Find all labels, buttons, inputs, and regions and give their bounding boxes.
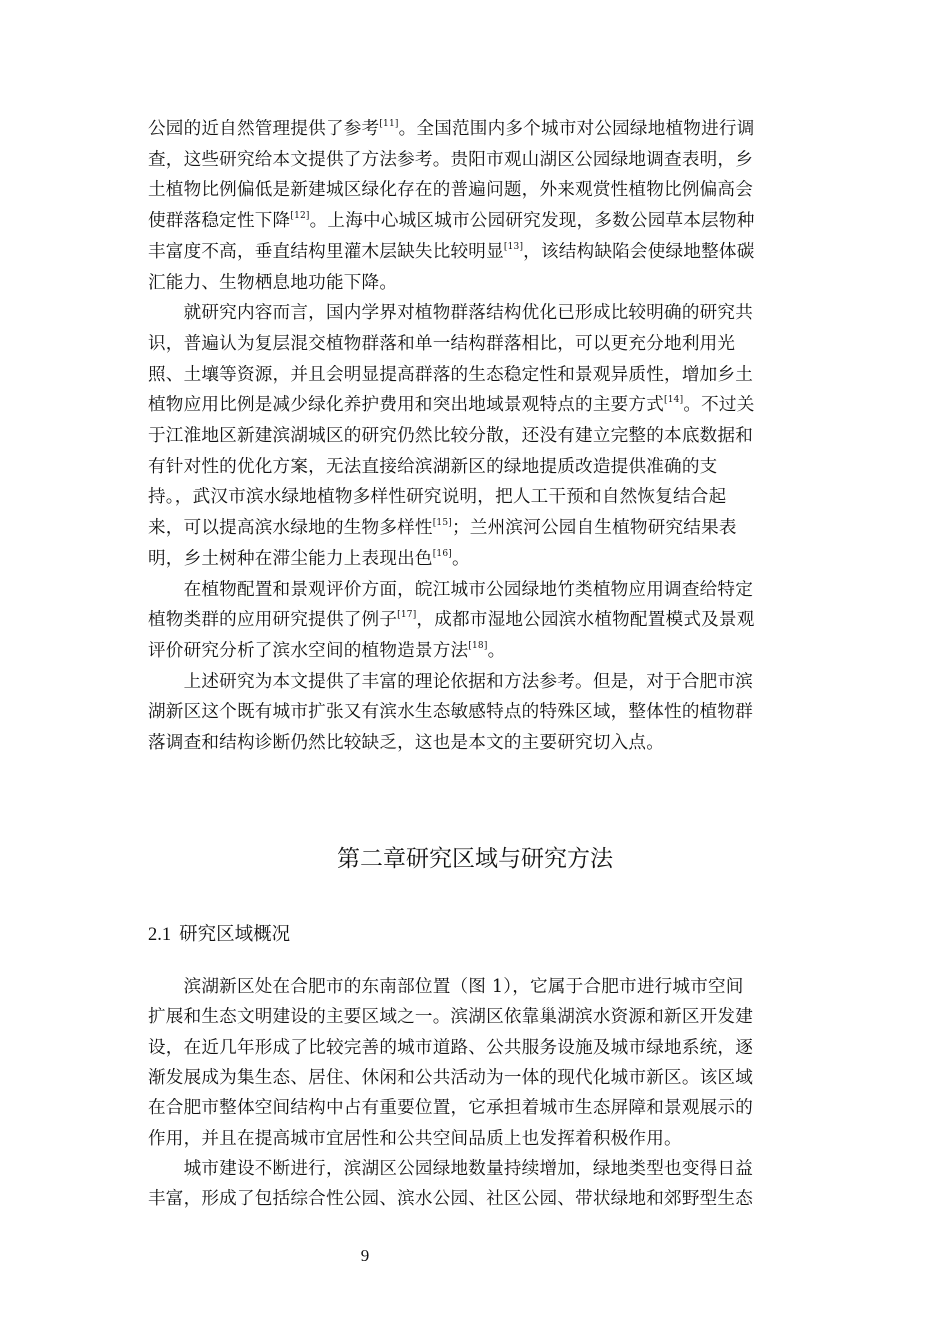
text-line xyxy=(148,671,800,692)
line-text: 在合肥市整体空间结构中占有重要位置，它承担着城市生态屏障和景观展示的 xyxy=(148,1098,753,1119)
citation-marker: [17] xyxy=(397,610,417,621)
text-line xyxy=(148,1128,800,1149)
page-number: 9 xyxy=(360,1246,370,1265)
citation-marker: [12] xyxy=(290,211,310,222)
line-text: 照、土壤等资源，并且会明显提高群落的生态稳定性和景观异质性，增加乡土 xyxy=(148,364,753,385)
text-line xyxy=(148,1191,800,1209)
section-title-text: 研究区域概况 xyxy=(179,924,291,945)
text-line xyxy=(148,428,800,446)
line-text: 上述研究为本文提供了丰富的理论依据和方法参考。但是，对于合肥市滨 xyxy=(148,671,753,692)
line-text: 设，在近几年形成了比较完善的城市道路、公共服务设施及城市绿地系统，逐 xyxy=(148,1037,753,1058)
line-text: 植物类群的应用研究提供了例子 xyxy=(148,610,398,631)
line-text: 落调查和结构诊断仍然比较缺乏，这也是本文的主要研究切入点。 xyxy=(148,733,665,753)
text-line xyxy=(148,1009,800,1027)
text-line xyxy=(148,241,800,262)
text-line xyxy=(148,979,800,997)
text-line xyxy=(148,272,800,293)
citation-marker: [18] xyxy=(468,640,488,651)
text-line xyxy=(148,1037,800,1058)
citation-marker: [14] xyxy=(664,395,684,406)
citation-marker: [11] xyxy=(379,119,399,129)
line-text: 。不过关 xyxy=(683,395,755,416)
text-line xyxy=(148,182,800,200)
line-text: 明，乡土树种在滞尘能力上表现出色 xyxy=(148,548,433,569)
text-line xyxy=(148,1158,800,1179)
text-line xyxy=(148,612,800,630)
text-line xyxy=(148,305,800,323)
line-text: 。 xyxy=(487,640,506,661)
text-line xyxy=(148,640,800,661)
text-line xyxy=(148,1100,800,1118)
line-text: 来，可以提高滨水绿地的生物多样性 xyxy=(148,518,433,539)
line-text: 于江淮地区新建滨湖城区的研究仍然比较分散，还没有建立完整的本底数据和 xyxy=(148,426,753,446)
line-text: 土植物比例偏低是新建城区绿化存在的普遍问题，外来观赏性植物比例偏高会 xyxy=(148,180,753,201)
line-text: 湖新区这个既有城市扩张又有滨水生态敏感特点的特殊区域，整体性的植物群 xyxy=(148,702,753,723)
line-text: 扩展和生态文明建设的主要区域之一。滨湖区依靠巢湖滨水资源和新区开发建 xyxy=(148,1007,753,1028)
text-line xyxy=(148,333,800,354)
line-text: ，该结构缺陷会使绿地整体碳 xyxy=(523,241,755,262)
line-text: 使群落稳定性下降 xyxy=(148,211,291,232)
line-text: ；兰州滨河公园自生植物研究结果表 xyxy=(451,518,737,539)
text-line xyxy=(148,704,800,722)
line-text: 就研究内容而言，国内学界对植物群落结构优化已形成比较明确的研究共 xyxy=(148,303,753,324)
text-line xyxy=(148,548,800,569)
citation-marker: [13] xyxy=(503,241,524,252)
line-text: 。全国范围内多个城市对公园绿地植物进行调 xyxy=(398,119,755,139)
text-line xyxy=(148,735,800,753)
text-line xyxy=(148,456,800,477)
text-line xyxy=(148,579,800,600)
text-line xyxy=(148,1067,800,1088)
text-line xyxy=(148,520,800,538)
line-text: 评价研究分析了滨水空间的植物造景方法 xyxy=(148,640,469,661)
line-text: 。 xyxy=(451,548,470,569)
line-text: 在植物配置和景观评价方面，皖江城市公园绿地竹类植物应用调查给特定 xyxy=(148,579,753,600)
section-number: 2.1 xyxy=(148,925,172,945)
text-line xyxy=(148,489,800,507)
line-text: 植物应用比例是减少绿化养护费用和突出地域景观特点的主要方式 xyxy=(148,395,665,416)
line-text: 丰富，形成了包括综合性公园、滨水公园、社区公园、带状绿地和郊野型生态 xyxy=(148,1189,753,1210)
chapter-title: 第二章研究区域与研究方法 xyxy=(337,846,613,872)
line-text: 识，普遍认为复层混交植物群落和单一结构群落相比，可以更充分地利用光 xyxy=(148,333,736,354)
line-text: 持。，武汉市滨水绿地植物多样性研究说明，把人工干预和自然恢复结合起 xyxy=(148,487,727,508)
text-line xyxy=(148,364,800,385)
line-text: 有针对性的优化方案，无法直接给滨湖新区的绿地提质改造提供准确的支 xyxy=(148,456,718,477)
line-text: ，成都市湿地公园滨水植物配置模式及景观 xyxy=(416,610,755,631)
text-line xyxy=(148,397,800,415)
citation-marker: [16] xyxy=(432,548,452,559)
line-text: 。上海中心城区城市公园研究发现，多数公园草本层物种 xyxy=(309,211,755,232)
text-line xyxy=(148,149,800,170)
line-text: 汇能力、生物栖息地功能下降。 xyxy=(148,272,398,293)
section-heading xyxy=(148,926,290,945)
text-line xyxy=(148,121,800,139)
line-text: 公园的近自然管理提供了参考 xyxy=(148,119,380,139)
citation-marker: [15] xyxy=(432,518,452,529)
line-text: 查，这些研究给本文提供了方法参考。贵阳市观山湖区公园绿地调查表明，乡 xyxy=(148,149,753,170)
line-text: 作用，并且在提高城市宜居性和公共空间品质上也发挥着积极作用。 xyxy=(148,1128,682,1149)
line-text: 渐发展成为集生态、居住、休闲和公共活动为一体的现代化城市新区。该区域 xyxy=(148,1067,753,1088)
line-text: 城市建设不断进行，滨湖区公园绿地数量持续增加，绿地类型也变得日益 xyxy=(148,1158,753,1179)
text-line xyxy=(148,213,800,231)
line-text: 滨湖新区处在合肥市的东南部位置（图 1），它属于合肥市进行城市空间 xyxy=(148,977,744,997)
line-text: 丰富度不高，垂直结构里灌木层缺失比较明显 xyxy=(148,241,504,262)
